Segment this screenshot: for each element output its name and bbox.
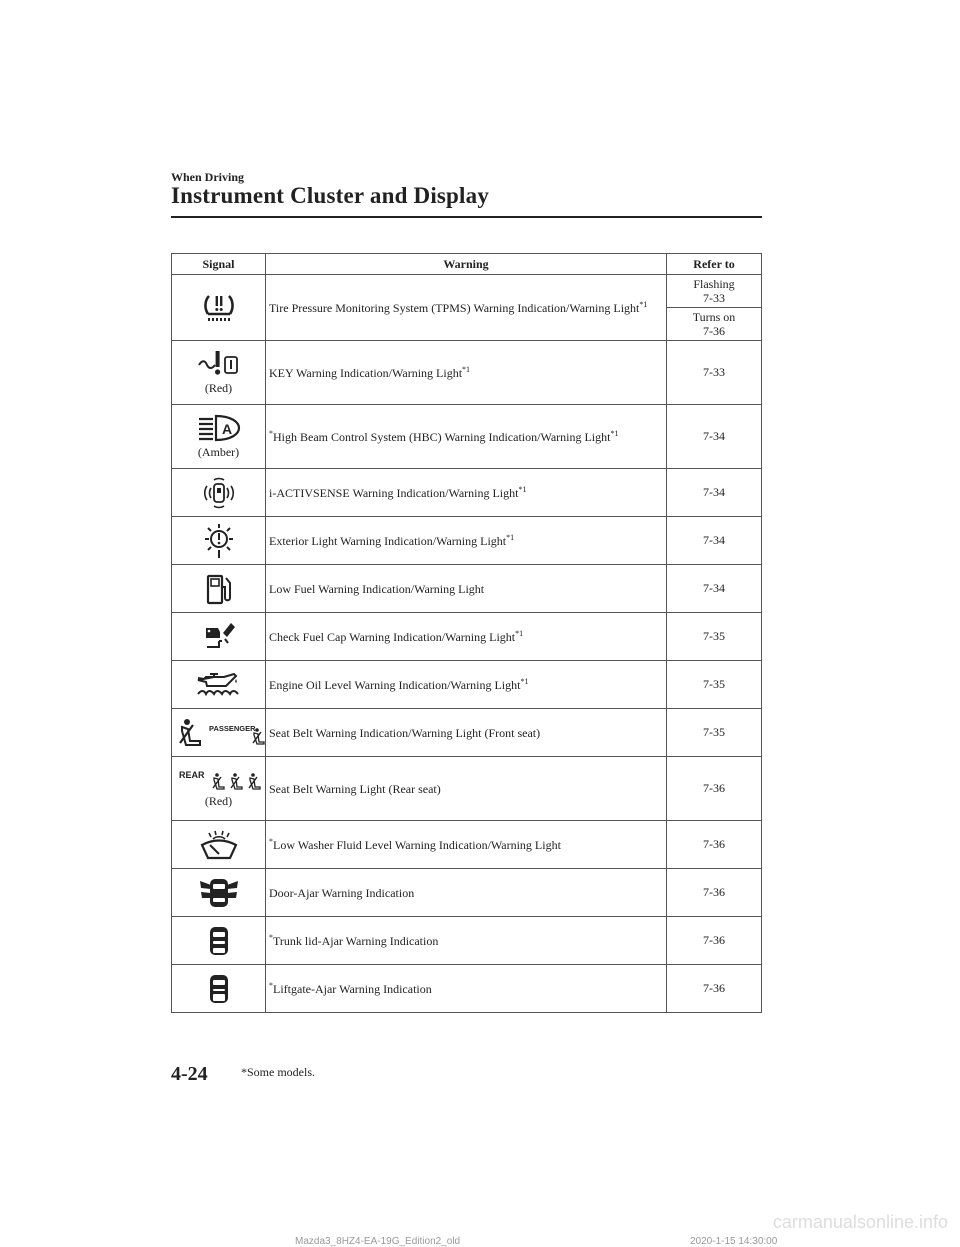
color-note: (Red) (204, 794, 233, 808)
signal-cell (172, 965, 266, 1013)
washer-fluid-icon (199, 828, 239, 862)
exterior-light-icon (201, 522, 237, 560)
ref-on-label: Turns on (692, 310, 736, 324)
signal-cell (172, 517, 266, 565)
warning-cell (266, 517, 667, 565)
ref-cell: 7-36 (667, 757, 762, 821)
warning-text: i-ACTIVSENSE Warning Indication/Warning Light (269, 485, 519, 500)
footnote: *Some models. (241, 1065, 315, 1079)
signal-cell (172, 821, 266, 869)
signal-cell (172, 341, 266, 405)
header-signal: Signal (172, 254, 266, 275)
table-row (172, 469, 762, 517)
doc-timestamp: 2020-1-15 14:30:00 (690, 1236, 778, 1247)
table-row (172, 565, 762, 613)
table-row (172, 661, 762, 709)
footnote-marker: * (269, 428, 273, 438)
tpms-warning-icon (201, 290, 237, 326)
warning-cell (266, 821, 667, 869)
section-label: When Driving (171, 170, 245, 184)
color-note: (Amber) (197, 445, 240, 459)
door-ajar-icon (197, 875, 241, 911)
table-row (172, 613, 762, 661)
signal-cell (172, 405, 266, 469)
signal-cell (172, 869, 266, 917)
signal-cell (172, 661, 266, 709)
color-note: (Red) (204, 381, 233, 395)
warning-text: Low Washer Fluid Level Warning Indication/Warning Light (273, 837, 561, 852)
table-row (172, 341, 762, 405)
signal-cell (172, 917, 266, 965)
ref-cell: 7-36 (667, 821, 762, 869)
footnote-marker: *1 (639, 299, 648, 309)
footnote-marker: *1 (518, 484, 527, 494)
warning-text: Seat Belt Warning Indication/Warning Light (Front seat) (269, 725, 541, 740)
warning-cell (266, 757, 667, 821)
warning-text: High Beam Control System (HBC) Warning Indication/Warning Light (273, 429, 611, 444)
warning-text: Seat Belt Warning Light (Rear seat) (269, 781, 441, 796)
warning-cell (266, 709, 667, 757)
footnote-marker: *1 (506, 532, 515, 542)
warning-cell (266, 917, 667, 965)
table-row (172, 405, 762, 469)
warning-cell (266, 965, 667, 1013)
ref-flashing: 7-33 (703, 291, 725, 305)
ref-cell: 7-35 (667, 613, 762, 661)
svg-text:A: A (221, 421, 232, 437)
ref-cell: 7-34 (667, 565, 762, 613)
fuel-cap-icon (199, 619, 239, 655)
ref-cell: 7-36 (667, 917, 762, 965)
warning-table (171, 253, 762, 1013)
warning-cell (266, 613, 667, 661)
ref-cell: 7-35 (667, 709, 762, 757)
table-row (172, 821, 762, 869)
warning-text: Exterior Light Warning Indication/Warning Light (269, 533, 507, 548)
header-refer-to: Refer to (667, 254, 762, 275)
signal-cell (172, 613, 266, 661)
table-row (172, 869, 762, 917)
warning-cell (266, 469, 667, 517)
ref-cell: 7-34 (667, 405, 762, 469)
liftgate-ajar-icon (201, 971, 237, 1007)
signal-cell (172, 469, 266, 517)
ref-cell: 7-34 (667, 469, 762, 517)
warning-text: Door-Ajar Warning Indication (269, 885, 415, 900)
footnote-marker: * (269, 980, 273, 990)
signal-cell (172, 709, 266, 757)
low-fuel-icon (201, 571, 237, 607)
footnote-marker: *1 (610, 428, 619, 438)
trunk-ajar-icon (201, 923, 237, 959)
seat-belt-front-icon (173, 717, 265, 749)
ref-cell: 7-35 (667, 661, 762, 709)
high-beam-control-icon (195, 413, 243, 443)
signal-cell (172, 565, 266, 613)
warning-cell (266, 661, 667, 709)
warning-cell (266, 341, 667, 405)
warning-text: Engine Oil Level Warning Indication/Warning Light (269, 677, 521, 692)
doc-name: Mazda3_8HZ4-EA-19G_Edition2_old (295, 1236, 461, 1247)
footnote-marker: *1 (462, 364, 471, 374)
header-warning: Warning (266, 254, 667, 275)
footnote-marker: * (269, 932, 273, 942)
table-row (172, 757, 762, 821)
footnote-marker: *1 (520, 676, 529, 686)
table-row (172, 965, 762, 1013)
ref-cell (667, 275, 762, 308)
warning-cell (266, 405, 667, 469)
warning-text: Liftgate-Ajar Warning Indication (273, 981, 432, 996)
ref-cell: 7-36 (667, 869, 762, 917)
ref-cell: 7-33 (667, 341, 762, 405)
table-row (172, 917, 762, 965)
seat-belt-rear-icon (173, 768, 265, 792)
warning-text: Trunk lid-Ajar Warning Indication (273, 933, 439, 948)
page-number: 4-24 (171, 1063, 208, 1085)
signal-cell (172, 757, 266, 821)
warning-cell (266, 275, 667, 341)
table-row (172, 275, 762, 308)
ref-cell (667, 308, 762, 341)
warning-text: KEY Warning Indication/Warning Light (269, 365, 463, 380)
table-row (172, 709, 762, 757)
ref-cell: 7-34 (667, 517, 762, 565)
page-title: Instrument Cluster and Display (171, 183, 490, 208)
engine-oil-icon (194, 669, 244, 701)
warning-cell (266, 869, 667, 917)
table-row (172, 517, 762, 565)
warning-cell (266, 565, 667, 613)
rear-label: REAR (178, 770, 205, 780)
watermark: carmanualsonline.info (772, 1212, 948, 1232)
warning-text: Tire Pressure Monitoring System (TPMS) Warning Indication/Warning Light (269, 300, 640, 315)
ref-on: 7-36 (703, 324, 725, 338)
ref-cell: 7-36 (667, 965, 762, 1013)
table-header-row (172, 254, 762, 275)
title-rule (171, 216, 762, 218)
i-activsense-icon (201, 475, 237, 511)
passenger-label: PASSENGER (208, 723, 256, 733)
warning-text: Low Fuel Warning Indication/Warning Light (269, 581, 485, 596)
signal-cell (172, 275, 266, 341)
footnote-marker: *1 (515, 628, 524, 638)
ref-flashing-label: Flashing (693, 277, 735, 291)
warning-text: Check Fuel Cap Warning Indication/Warning Light (269, 629, 516, 644)
key-warning-icon (196, 349, 242, 379)
footnote-marker: * (269, 836, 273, 846)
